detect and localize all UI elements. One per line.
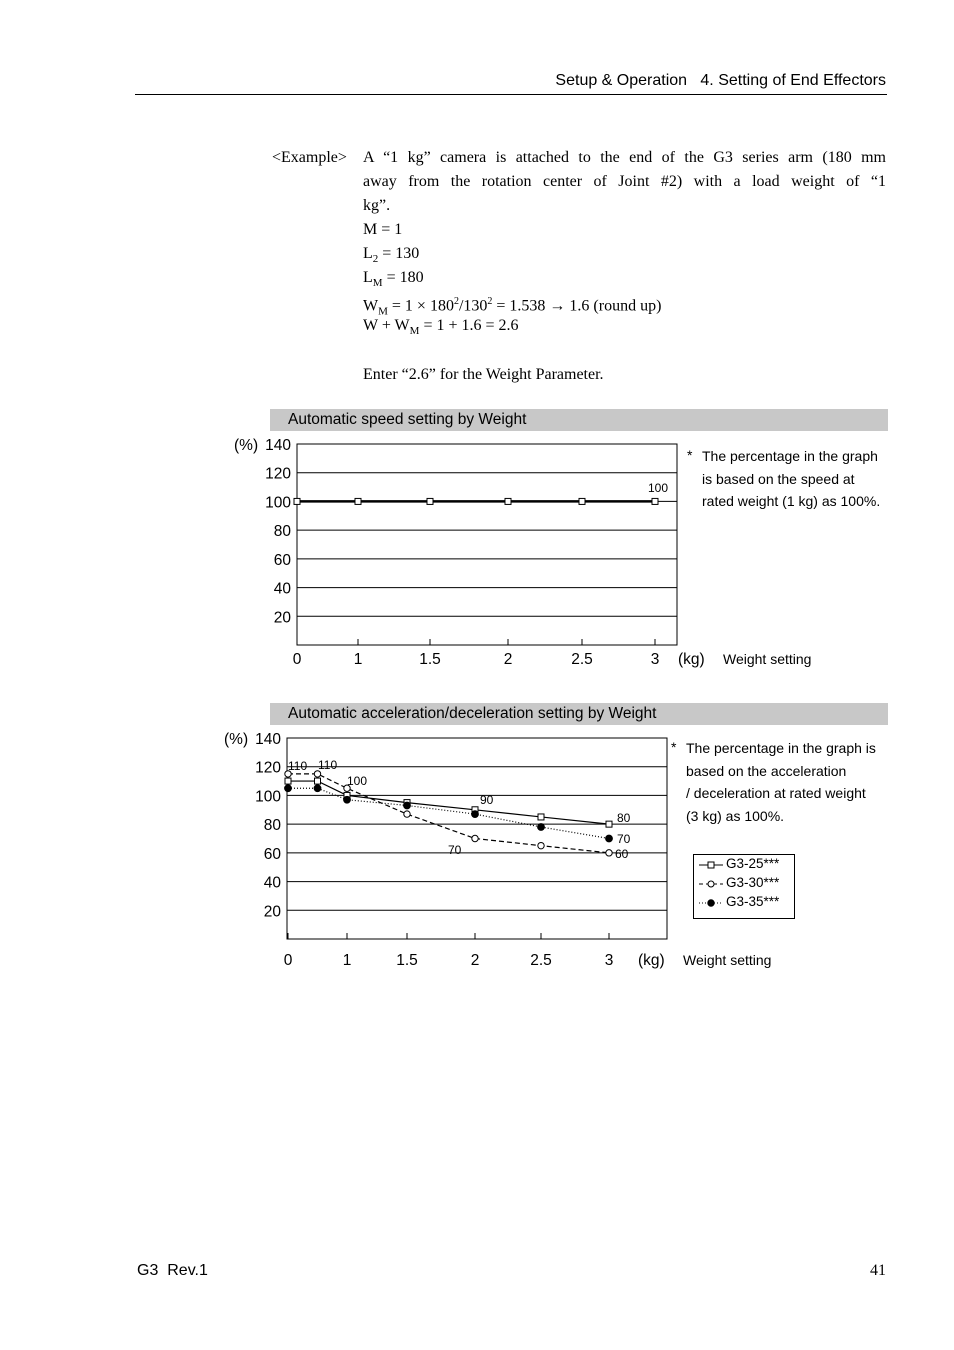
data-point-square [315,778,321,784]
x-tick-label: 2.5 [571,651,593,668]
example-line-2: away from the rotation center of Joint #2) with a load weight of “1 [363,173,886,190]
accel-note-line-4: (3 kg) as 100%. [686,807,785,824]
x-tick-label: 1.5 [419,651,441,668]
accel-section-title: Automatic acceleration/deceleration setting by Weight [288,705,657,722]
data-point-filled-circle [314,785,321,792]
lm-symbol: L [363,269,373,286]
x-axis-unit: (kg) [638,952,665,969]
data-point-open-circle [472,835,478,841]
data-point-filled-circle [472,811,479,818]
data-label: 70 [448,843,462,857]
data-point-square [606,821,612,827]
x-tick-label: 1 [353,651,363,668]
accel-note [686,737,876,827]
x-tick-label: 2.5 [530,952,552,969]
y-tick-label: 80 [273,523,291,541]
speed-section-title: Automatic speed setting by Weight [288,411,527,428]
data-point-filled-circle [404,802,411,809]
example-line-1: A “1 kg” camera is attached to the end of the G3 series arm (180 mm [363,149,886,166]
y-tick-label: 120 [255,759,281,777]
speed-note-line-3: rated weight (1 kg) as 100%. [702,493,881,509]
data-label: 100 [347,774,368,788]
y-tick-label: 40 [263,874,281,892]
l2-symbol: L [363,245,373,262]
legend-label-g25: G3-25*** [726,856,780,871]
speed-note-line-1: The percentage in the graph [702,448,878,464]
data-point-filled-circle [538,824,545,831]
legend-item-g35 [698,894,793,913]
legend-label-g30: G3-30*** [726,875,780,890]
y-tick-label: 120 [265,465,291,483]
lm-value: = 180 [382,269,424,286]
x-tick-label: 2 [470,952,480,969]
speed-note-line-2: is based on the speed at [702,470,855,487]
x-tick-label: 1.5 [396,952,418,969]
legend-item-g25 [698,856,793,875]
example-label: <Example> [272,149,347,166]
y-tick-label: 20 [273,609,291,627]
data-label: 100 [648,481,669,495]
x-axis-title: Weight setting [683,952,772,968]
data-label: 110 [318,758,338,772]
y-tick-label: 40 [273,580,291,598]
formula-m: M = 1 [363,221,403,238]
legend-swatch-square-icon [698,859,724,871]
accel-note-line-2: based on the acceleration [686,762,847,779]
legend-label-g35: G3-35*** [726,894,780,909]
chart-legend [693,854,795,919]
l2-value: = 130 [378,245,420,262]
y-tick-label: 20 [263,903,281,921]
wm-sup-2: 2 [487,296,493,307]
data-label: 90 [480,793,494,807]
wm-part-d: = 1.538 → 1.6 (round up) [492,297,662,315]
wm-sup-1: 2 [453,296,459,307]
running-header: Setup & Operation 4. Setting of End Effectors [555,72,886,89]
wm-part-b: = 1 × 180 [387,297,454,315]
data-point-square [285,778,291,784]
enter-instruction: Enter “2.6” for the Weight Parameter. [363,366,604,383]
y-tick-label: 60 [273,551,291,569]
legend-item-g30 [698,875,793,894]
x-tick-label: 0 [292,651,302,668]
data-point-open-circle [538,842,544,848]
page-number: 41 [870,1262,886,1279]
sum-part-a: W + W [363,317,410,334]
data-label: 110 [288,759,308,773]
y-axis-unit: (%) [234,437,259,454]
y-tick-label: 140 [255,731,281,748]
y-axis-unit: (%) [224,731,249,748]
data-label: 70 [617,832,631,846]
sum-part-b: = 1 + 1.6 = 2.6 [419,317,519,334]
y-tick-label: 140 [265,437,291,454]
data-point-open-circle [404,811,410,817]
x-axis-unit: (kg) [678,651,705,668]
data-point-square [538,814,544,820]
data-point-filled-circle [285,785,292,792]
x-tick-label: 3 [604,952,614,969]
y-tick-label: 80 [263,817,281,835]
x-tick-label: 1 [342,952,352,969]
wm-part-c: /130 [458,297,488,315]
legend-swatch-filled-circle-icon [698,897,724,909]
lm-subscript: M [372,277,383,290]
data-point-open-circle [606,850,612,856]
y-tick-label: 60 [263,845,281,863]
l2-subscript: 2 [372,253,379,266]
legend-swatch-open-circle-icon [698,878,724,890]
data-label: 60 [615,847,629,861]
accel-note-line-1: The percentage in the graph is [686,740,876,756]
accel-note-line-3: / deceleration at rated weight [686,785,866,801]
x-tick-label: 3 [650,651,660,668]
example-line-3: kg”. [363,197,391,214]
data-point-filled-circle [606,835,613,842]
y-tick-label: 100 [255,788,281,806]
wm-subscript: M [378,305,388,318]
data-label: 80 [617,811,631,825]
accel-note-star: * [671,739,677,755]
x-axis-title: Weight setting [723,651,812,667]
speed-note-star: * [687,447,693,463]
wm-symbol: W [363,297,379,315]
y-tick-label: 100 [265,494,291,512]
sum-subscript: M [409,325,420,338]
x-tick-label: 2 [503,651,513,668]
data-point-filled-circle [344,796,351,803]
footer-revision: G3 Rev.1 [137,1262,208,1279]
x-tick-label: 0 [283,952,293,969]
